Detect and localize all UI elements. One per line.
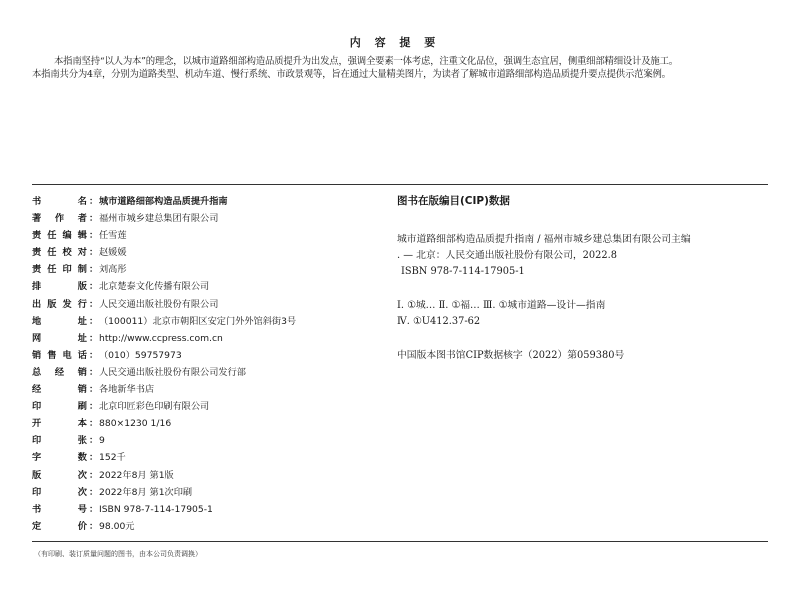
colophon-row [32, 415, 372, 432]
colophon-value: 北京楚泰文化传播有限公司 [99, 281, 210, 293]
colophon-colon: ： [89, 418, 99, 430]
cip-isbn-line: ISBN 978-7-114-17905-1 [401, 266, 525, 277]
colophon-value: 城市道路细部构造品质提升指南 [99, 196, 228, 207]
colophon-row [32, 261, 372, 278]
colophon-value: （100011）北京市朝阳区安定门外外馆斜街3号 [99, 315, 297, 327]
cip-title: 图书在版编目(CIP)数据 [397, 195, 510, 207]
colophon-label: 版次 [32, 469, 87, 481]
colophon-label: 著作者 [32, 213, 87, 225]
colophon-row [32, 193, 372, 210]
colophon-label: 开本 [32, 418, 87, 430]
colophon-label: 经销 [32, 384, 87, 396]
colophon-label: 书号 [32, 503, 87, 515]
colophon-colon: ： [89, 366, 99, 378]
colophon-row [32, 467, 372, 484]
colophon-label: 地址 [32, 315, 87, 327]
colophon-row [32, 296, 372, 313]
colophon-value: 9 [99, 435, 105, 447]
colophon-value: 刘高彤 [99, 264, 127, 276]
colophon-value: 152千 [99, 452, 126, 464]
colophon-value: 各地新华书店 [99, 384, 155, 396]
colophon-row [32, 330, 372, 347]
colophon-value: 赵媛媛 [99, 247, 127, 259]
colophon-row [32, 347, 372, 364]
colophon-colon: ： [89, 281, 99, 293]
colophon-colon: ： [89, 349, 99, 361]
colophon-list [32, 193, 372, 535]
summary-paragraph-2: 本指南共分为4章，分别为道路类型、机动车道、慢行系统、市政景观等，旨在通过大量精美图片，为读者了解城市道路细部构造品质提升要点提供示范案例。 [32, 69, 671, 80]
colophon-row [32, 244, 372, 261]
colophon-row [32, 364, 372, 381]
quality-footnote: （有印刷、装订质量问题的图书，由本公司负责调换） [34, 550, 202, 558]
colophon-value: 人民交通出版社股份有限公司发行部 [99, 366, 246, 378]
cip-record-number: 中国版本图书馆CIP数据核字（2022）第059380号 [397, 350, 625, 361]
colophon-label: 网址 [32, 332, 87, 344]
colophon-label: 责任编辑 [32, 230, 87, 242]
colophon-label: 定价 [32, 520, 87, 532]
colophon-colon: ： [89, 486, 99, 498]
cip-title-line: 城市道路细部构造品质提升指南 / 福州市城乡建总集团有限公司主编 [397, 234, 691, 245]
colophon-colon: ： [89, 196, 99, 207]
colophon-colon: ： [89, 520, 99, 532]
colophon-colon: ： [89, 469, 99, 481]
cip-classification-line: Ⅳ. ①U412.37-62 [397, 316, 481, 327]
colophon-colon: ： [89, 435, 99, 447]
colophon-value: ISBN 978-7-114-17905-1 [99, 503, 213, 515]
colophon-row [32, 449, 372, 466]
colophon-value: http://www.ccpress.com.cn [99, 332, 223, 344]
colophon-row [32, 432, 372, 449]
colophon-colon: ： [89, 315, 99, 327]
colophon-row [32, 210, 372, 227]
colophon-row [32, 313, 372, 330]
colophon-row [32, 484, 372, 501]
colophon-value: 2022年8月 第1次印刷 [99, 486, 193, 498]
colophon-label: 印次 [32, 486, 87, 498]
colophon-row [32, 227, 372, 244]
colophon-colon: ： [89, 230, 99, 242]
colophon-label: 销售电话 [32, 349, 87, 361]
colophon-label: 总经销 [32, 366, 87, 378]
colophon-value: （010）59757973 [99, 349, 182, 361]
cip-subject-line: Ⅰ. ①城… Ⅱ. ①福… Ⅲ. ①城市道路—设计—指南 [397, 300, 606, 311]
colophon-value: 880×1230 1/16 [99, 418, 172, 430]
colophon-colon: ： [89, 332, 99, 344]
colophon-row [32, 381, 372, 398]
colophon-row [32, 398, 372, 415]
colophon-colon: ： [89, 298, 99, 310]
colophon-colon: ： [89, 452, 99, 464]
colophon-label: 责任校对 [32, 247, 87, 259]
colophon-value: 北京印匠彩色印刷有限公司 [99, 401, 210, 413]
colophon-value: 任雪莲 [99, 230, 127, 242]
colophon-row [32, 501, 372, 518]
colophon-colon: ： [89, 401, 99, 413]
colophon-label: 出版发行 [32, 298, 87, 310]
colophon-value: 98.00元 [99, 520, 135, 532]
colophon-label: 印刷 [32, 401, 87, 413]
colophon-label: 印张 [32, 435, 87, 447]
colophon-label: 字数 [32, 452, 87, 464]
cip-block [397, 193, 767, 364]
colophon-colon: ： [89, 384, 99, 396]
colophon-row [32, 518, 372, 535]
colophon-colon: ： [89, 213, 99, 225]
colophon-value: 2022年8月 第1版 [99, 469, 174, 481]
bottom-divider [32, 541, 768, 542]
colophon-colon: ： [89, 264, 99, 276]
colophon-value: 人民交通出版社股份有限公司 [99, 298, 219, 310]
summary-paragraph-1: 本指南坚持“以人为本”的理念，以城市道路细部构造品质提升为出发点，强调全要素一体考虑，注重文化品位，强调生态宜居，侧重细部精细设计及施工。 [54, 56, 678, 67]
colophon-label: 书名 [32, 196, 87, 207]
colophon-colon: ： [89, 247, 99, 259]
colophon-value: 福州市城乡建总集团有限公司 [99, 213, 219, 225]
colophon-colon: ： [89, 503, 99, 515]
top-divider [32, 184, 768, 185]
summary-title: 内 容 提 要 [349, 36, 441, 49]
colophon-label: 排版 [32, 281, 87, 293]
colophon-label: 责任印制 [32, 264, 87, 276]
colophon-row [32, 278, 372, 295]
cip-publisher-line: . — 北京：人民交通出版社股份有限公司，2022.8 [397, 250, 617, 261]
